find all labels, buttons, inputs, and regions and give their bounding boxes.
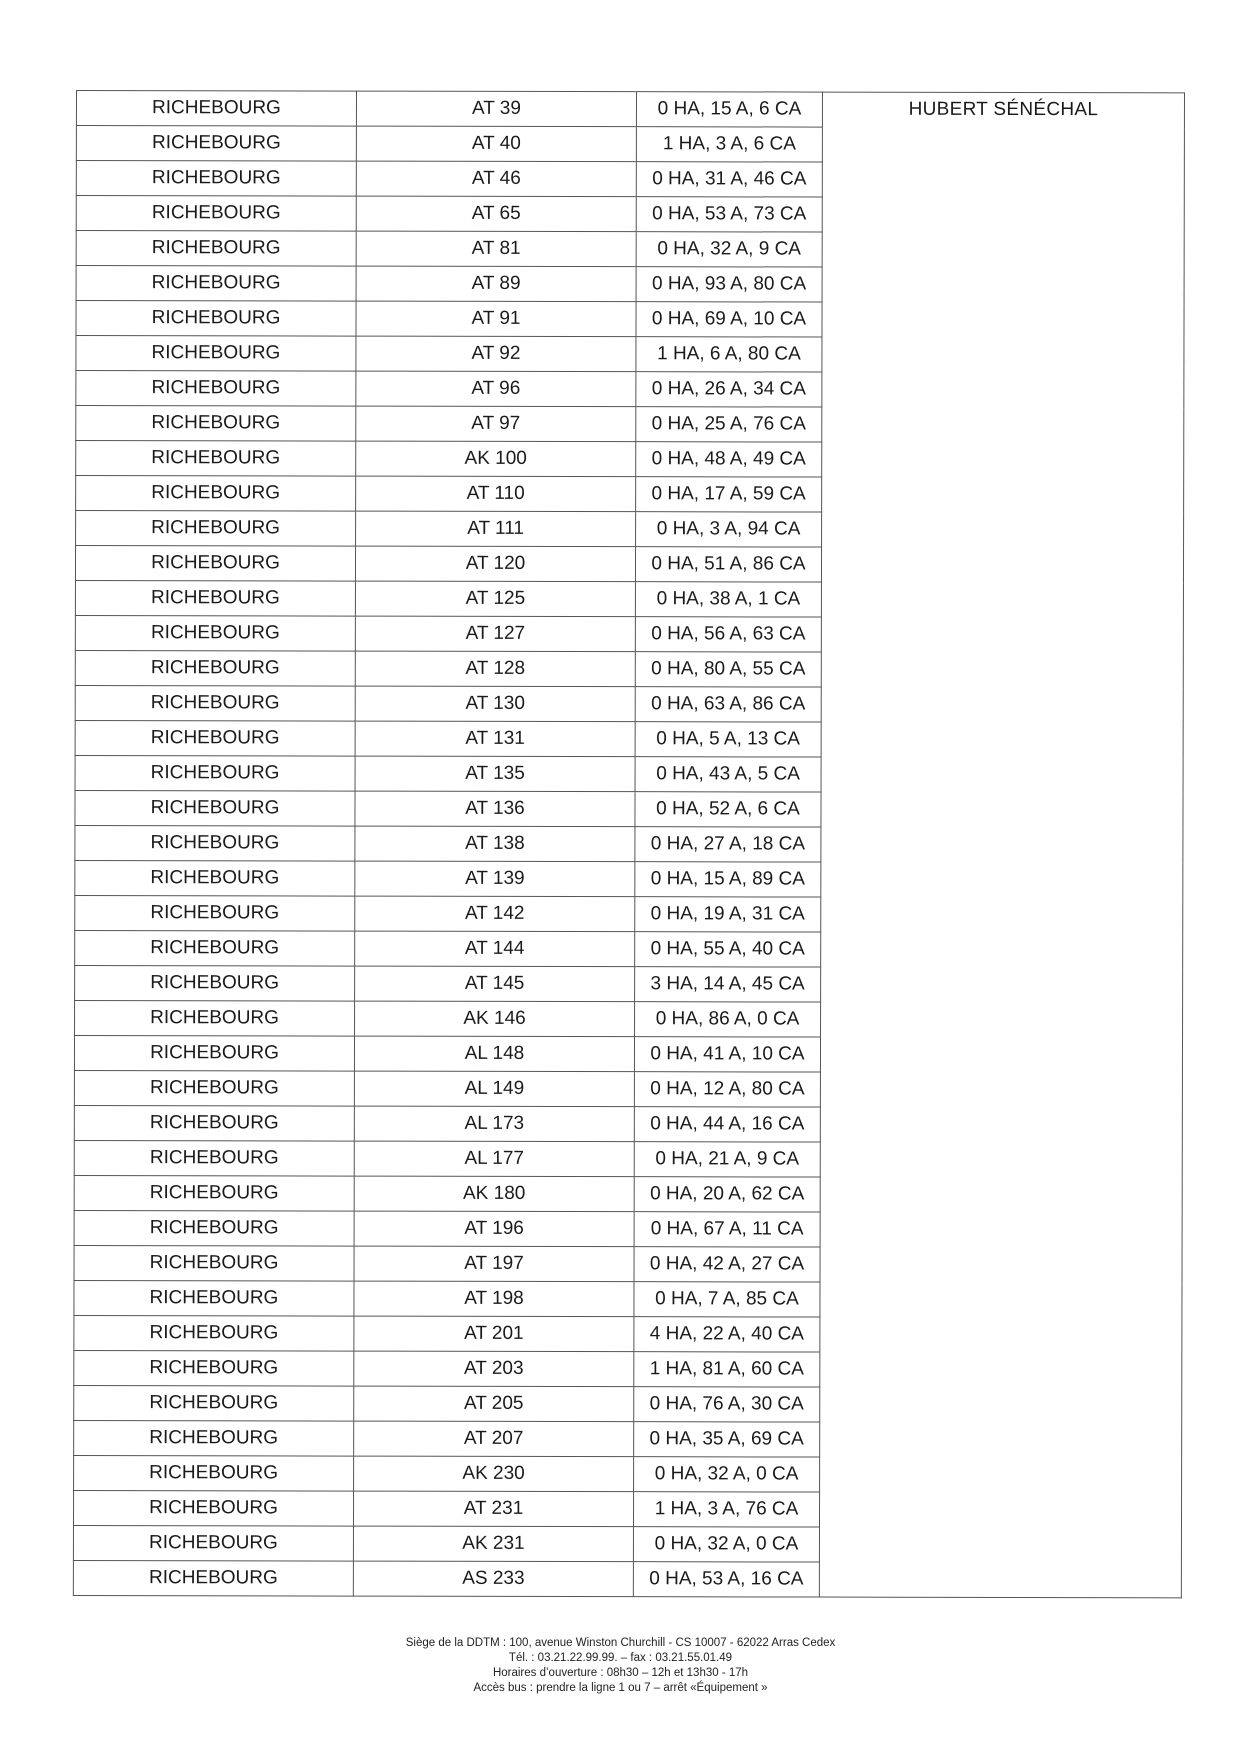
area-cell: 0 HA, 17 A, 59 CA xyxy=(636,477,822,512)
commune-cell: RICHEBOURG xyxy=(76,231,356,267)
parcel-cell: AT 120 xyxy=(355,546,635,582)
parcel-cell: AT 111 xyxy=(356,511,636,547)
parcel-cell: AL 173 xyxy=(354,1106,634,1142)
area-cell: 0 HA, 38 A, 1 CA xyxy=(635,582,821,617)
commune-cell: RICHEBOURG xyxy=(75,546,355,582)
parcel-cell: AT 138 xyxy=(355,826,635,862)
commune-cell: RICHEBOURG xyxy=(74,1035,354,1071)
parcel-cell: AT 136 xyxy=(355,791,635,827)
commune-cell: RICHEBOURG xyxy=(75,581,355,617)
commune-cell: RICHEBOURG xyxy=(75,1000,355,1036)
parcel-cell: AT 201 xyxy=(354,1316,634,1352)
parcel-cell: AT 139 xyxy=(355,861,635,897)
commune-cell: RICHEBOURG xyxy=(73,1490,353,1526)
commune-cell: RICHEBOURG xyxy=(75,650,355,686)
commune-cell: RICHEBOURG xyxy=(74,1175,354,1211)
area-cell: 0 HA, 31 A, 46 CA xyxy=(636,162,822,197)
parcel-cell: AK 146 xyxy=(355,1001,635,1037)
parcel-cell: AT 39 xyxy=(356,91,636,127)
area-cell: 0 HA, 12 A, 80 CA xyxy=(634,1072,820,1107)
commune-cell: RICHEBOURG xyxy=(76,126,356,162)
commune-cell: RICHEBOURG xyxy=(76,441,356,477)
area-cell: 0 HA, 25 A, 76 CA xyxy=(636,407,822,442)
parcel-cell: AT 46 xyxy=(356,161,636,197)
parcel-cell: AT 198 xyxy=(354,1281,634,1317)
area-cell: 0 HA, 52 A, 6 CA xyxy=(635,792,821,827)
parcel-cell: AL 177 xyxy=(354,1141,634,1177)
commune-cell: RICHEBOURG xyxy=(74,1105,354,1141)
area-cell: 0 HA, 80 A, 55 CA xyxy=(635,652,821,687)
commune-cell: RICHEBOURG xyxy=(76,371,356,407)
commune-cell: RICHEBOURG xyxy=(75,615,355,651)
commune-cell: RICHEBOURG xyxy=(74,1315,354,1351)
commune-cell: RICHEBOURG xyxy=(76,196,356,232)
commune-cell: RICHEBOURG xyxy=(74,1245,354,1281)
parcel-table xyxy=(73,90,1185,1598)
parcel-cell: AS 233 xyxy=(353,1561,633,1597)
area-cell: 0 HA, 55 A, 40 CA xyxy=(635,932,821,967)
area-cell: 0 HA, 93 A, 80 CA xyxy=(636,267,822,302)
area-cell: 1 HA, 6 A, 80 CA xyxy=(636,337,822,372)
footer-phone: Tél. : 03.21.22.99.99. – fax : 03.21.55.01.49 xyxy=(508,1652,733,1664)
commune-cell: RICHEBOURG xyxy=(76,301,356,337)
area-cell: 0 HA, 21 A, 9 CA xyxy=(634,1142,820,1177)
area-cell: 0 HA, 63 A, 86 CA xyxy=(635,687,821,722)
area-cell: 0 HA, 26 A, 34 CA xyxy=(636,372,822,407)
commune-cell: RICHEBOURG xyxy=(75,895,355,931)
commune-cell: RICHEBOURG xyxy=(73,1525,353,1561)
area-cell: 0 HA, 53 A, 73 CA xyxy=(636,197,822,232)
commune-cell: RICHEBOURG xyxy=(76,336,356,372)
commune-cell: RICHEBOURG xyxy=(74,1455,354,1491)
commune-cell: RICHEBOURG xyxy=(75,825,355,861)
parcel-cell: AT 89 xyxy=(356,266,636,302)
parcel-cell: AT 128 xyxy=(355,651,635,687)
commune-cell: RICHEBOURG xyxy=(74,1210,354,1246)
area-cell: 0 HA, 86 A, 0 CA xyxy=(635,1002,821,1037)
area-cell: 1 HA, 3 A, 6 CA xyxy=(636,127,822,162)
area-cell: 0 HA, 69 A, 10 CA xyxy=(636,302,822,337)
area-cell: 0 HA, 7 A, 85 CA xyxy=(634,1282,820,1317)
commune-cell: RICHEBOURG xyxy=(74,1420,354,1456)
parcel-cell: AT 97 xyxy=(356,406,636,442)
area-cell: 0 HA, 51 A, 86 CA xyxy=(635,547,821,582)
area-cell: 0 HA, 67 A, 11 CA xyxy=(634,1212,820,1247)
commune-cell: RICHEBOURG xyxy=(76,476,356,512)
commune-cell: RICHEBOURG xyxy=(75,860,355,896)
area-cell: 0 HA, 27 A, 18 CA xyxy=(635,827,821,862)
parcel-cell: AT 231 xyxy=(353,1491,633,1527)
footer xyxy=(0,1636,1241,1696)
parcel-cell: AT 144 xyxy=(355,931,635,967)
parcel-cell: AT 81 xyxy=(356,231,636,267)
commune-cell: RICHEBOURG xyxy=(75,685,355,721)
footer-hours: Horaires d’ouverture : 08h30 – 12h et 13h30 - 17h xyxy=(492,1667,749,1679)
parcel-cell: AT 207 xyxy=(354,1421,634,1457)
parcel-cell: AT 96 xyxy=(356,371,636,407)
parcel-cell: AK 180 xyxy=(354,1176,634,1212)
parcel-cell: AT 125 xyxy=(355,581,635,617)
commune-cell: RICHEBOURG xyxy=(73,1560,353,1596)
parcel-cell: AT 127 xyxy=(355,616,635,652)
commune-cell: RICHEBOURG xyxy=(75,965,355,1001)
commune-cell: RICHEBOURG xyxy=(75,930,355,966)
area-cell: 0 HA, 48 A, 49 CA xyxy=(636,442,822,477)
area-cell: 1 HA, 3 A, 76 CA xyxy=(633,1492,819,1527)
commune-cell: RICHEBOURG xyxy=(76,511,356,547)
commune-cell: RICHEBOURG xyxy=(76,91,356,127)
area-cell: 0 HA, 43 A, 5 CA xyxy=(635,757,821,792)
parcel-cell: AK 230 xyxy=(354,1456,634,1492)
area-cell: 0 HA, 56 A, 63 CA xyxy=(635,617,821,652)
parcel-cell: AT 142 xyxy=(355,896,635,932)
parcel-cell: AT 91 xyxy=(356,301,636,337)
parcel-cell: AT 205 xyxy=(354,1386,634,1422)
area-cell: 0 HA, 35 A, 69 CA xyxy=(634,1422,820,1457)
parcel-cell: AT 196 xyxy=(354,1211,634,1247)
table-row xyxy=(76,91,1184,128)
commune-cell: RICHEBOURG xyxy=(74,1280,354,1316)
area-cell: 0 HA, 32 A, 0 CA xyxy=(633,1527,819,1562)
footer-address: Siège de la DDTM : 100, avenue Winston Churchill - CS 10007 - 62022 Arras Cedex xyxy=(405,1637,836,1649)
commune-cell: RICHEBOURG xyxy=(76,161,356,197)
commune-cell: RICHEBOURG xyxy=(74,1350,354,1386)
commune-cell: RICHEBOURG xyxy=(76,406,356,442)
commune-cell: RICHEBOURG xyxy=(75,720,355,756)
area-cell: 4 HA, 22 A, 40 CA xyxy=(634,1317,820,1352)
parcel-cell: AK 100 xyxy=(356,441,636,477)
parcel-cell: AT 135 xyxy=(355,756,635,792)
parcel-cell: AK 231 xyxy=(353,1526,633,1562)
area-cell: 0 HA, 5 A, 13 CA xyxy=(635,722,821,757)
parcel-cell: AT 131 xyxy=(355,721,635,757)
parcel-cell: AL 149 xyxy=(354,1071,634,1107)
area-cell: 3 HA, 14 A, 45 CA xyxy=(635,967,821,1002)
footer-bus: Accès bus : prendre la ligne 1 ou 7 – arrêt «Équipement » xyxy=(473,1682,768,1694)
commune-cell: RICHEBOURG xyxy=(75,790,355,826)
area-cell: 0 HA, 32 A, 9 CA xyxy=(636,232,822,267)
area-cell: 1 HA, 81 A, 60 CA xyxy=(634,1352,820,1387)
owner-cell: HUBERT SÉNÉCHAL xyxy=(819,92,1184,1598)
area-cell: 0 HA, 15 A, 89 CA xyxy=(635,862,821,897)
commune-cell: RICHEBOURG xyxy=(76,266,356,302)
parcel-cell: AT 203 xyxy=(354,1351,634,1387)
parcel-cell: AT 130 xyxy=(355,686,635,722)
area-cell: 0 HA, 76 A, 30 CA xyxy=(634,1387,820,1422)
commune-cell: RICHEBOURG xyxy=(74,1140,354,1176)
parcel-cell: AT 197 xyxy=(354,1246,634,1282)
area-cell: 0 HA, 44 A, 16 CA xyxy=(634,1107,820,1142)
parcel-cell: AT 92 xyxy=(356,336,636,372)
area-cell: 0 HA, 3 A, 94 CA xyxy=(636,512,822,547)
area-cell: 0 HA, 19 A, 31 CA xyxy=(635,897,821,932)
parcel-cell: AT 110 xyxy=(356,476,636,512)
commune-cell: RICHEBOURG xyxy=(75,755,355,791)
parcel-cell: AT 40 xyxy=(356,126,636,162)
parcel-cell: AT 145 xyxy=(355,966,635,1002)
area-cell: 0 HA, 32 A, 0 CA xyxy=(634,1457,820,1492)
commune-cell: RICHEBOURG xyxy=(74,1070,354,1106)
parcel-cell: AL 148 xyxy=(354,1036,634,1072)
area-cell: 0 HA, 53 A, 16 CA xyxy=(633,1562,819,1597)
commune-cell: RICHEBOURG xyxy=(74,1385,354,1421)
area-cell: 0 HA, 20 A, 62 CA xyxy=(634,1177,820,1212)
area-cell: 0 HA, 41 A, 10 CA xyxy=(634,1037,820,1072)
area-cell: 0 HA, 42 A, 27 CA xyxy=(634,1247,820,1282)
area-cell: 0 HA, 15 A, 6 CA xyxy=(636,92,822,127)
parcel-cell: AT 65 xyxy=(356,196,636,232)
parcel-table-body xyxy=(73,91,1184,1598)
